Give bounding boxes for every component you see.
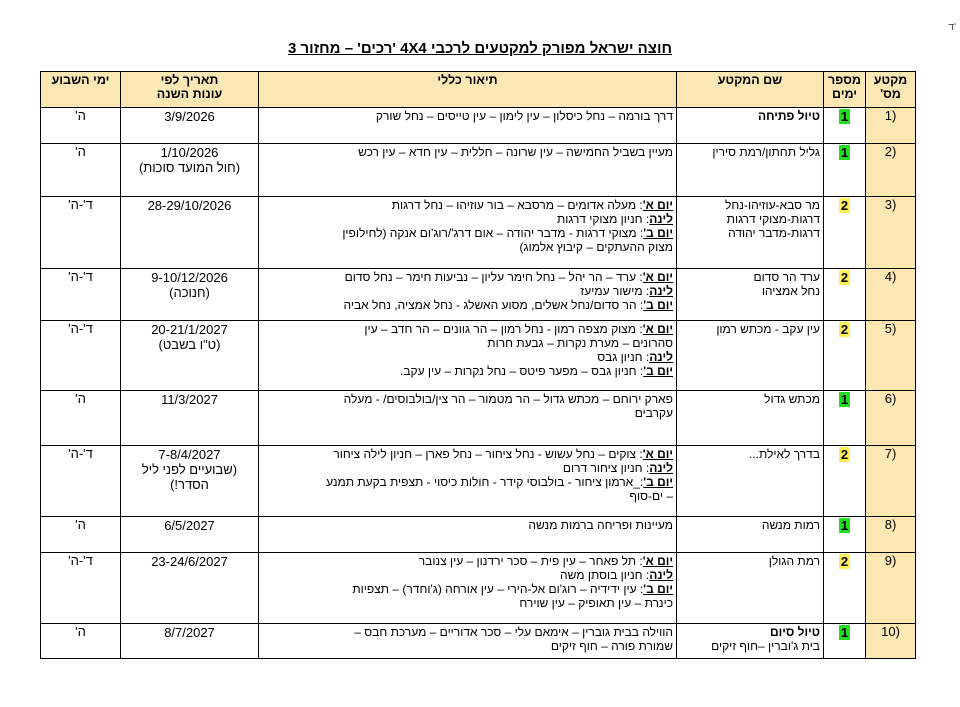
- description-line: עקרבים: [634, 406, 673, 420]
- days-badge: 2: [840, 447, 849, 462]
- section-name: רמת הגולן: [768, 554, 820, 568]
- day-label: לינה: [649, 212, 673, 226]
- days-cell: [824, 321, 866, 391]
- weekday-cell: [41, 197, 121, 269]
- description-text: : חניון גבס – מפער פיטס – נחל נקרות – עין עקב.: [400, 364, 644, 378]
- header-name: שם המקטע: [677, 72, 824, 108]
- description-text: : מצוק מצפה רמון - נחל רמון – הר גוונים – הר חדב – עין: [364, 322, 643, 336]
- table-row: [41, 321, 916, 391]
- day-label: יום א': [642, 554, 673, 568]
- description-cell: [259, 269, 677, 321]
- description-cell: [259, 108, 677, 144]
- date-line: 6/5/2027: [164, 518, 215, 533]
- date-cell: [121, 624, 259, 659]
- day-label: לינה: [649, 461, 673, 475]
- description-line: [262, 554, 673, 568]
- description-cell: [259, 144, 677, 197]
- table-row: [41, 553, 916, 624]
- description-text: : חניון ציחור דרום: [562, 461, 650, 475]
- description-text: : ערד – הר יהל – נחל חימר עליון – נביעות חימר – נחל סדום: [344, 270, 643, 284]
- days-badge: 1: [840, 145, 849, 160]
- date-line: 28-29/10/2026: [147, 198, 232, 213]
- section-number-cell: [866, 446, 916, 517]
- section-name-cell: [677, 517, 824, 553]
- section-name: בית ג'וברין –חוף זיקים: [711, 639, 820, 653]
- days-badge: 1: [840, 625, 849, 640]
- description-text: מצוק ההעתקים – קיבוץ אלמוג): [519, 240, 673, 254]
- days-badge: 1: [840, 392, 849, 407]
- section-number: (7: [884, 446, 897, 461]
- section-name-cell: [677, 197, 824, 269]
- section-name: רמות מנשה: [761, 518, 820, 532]
- days-cell: [824, 108, 866, 144]
- section-name-cell: [677, 144, 824, 197]
- days-cell: [824, 269, 866, 321]
- weekday-cell: [41, 624, 121, 659]
- description-cell: [259, 517, 677, 553]
- section-name: נחל אמציהו: [761, 284, 820, 298]
- section-name: טיול סיום: [770, 625, 820, 639]
- weekday-text: ד'-ה': [68, 446, 93, 461]
- description-line: פארק ירוחם – מכתש גדול – הר מטמור – הר צין/בולבוסים/ - מעלה: [343, 392, 673, 406]
- date-line: 11/3/2027: [161, 392, 218, 407]
- days-cell: [824, 553, 866, 624]
- days-cell: [824, 517, 866, 553]
- table-row: [41, 517, 916, 553]
- date-cell: [121, 144, 259, 197]
- day-label: יום ב': [643, 364, 673, 378]
- header-date-line2: עונות השנה: [156, 87, 223, 101]
- description-cell: [259, 553, 677, 624]
- header-row: [41, 72, 916, 108]
- description-line: שמורת פורה – חוף זיקים: [550, 639, 673, 653]
- description-line: [262, 226, 673, 240]
- description-line: [262, 350, 673, 364]
- date-cell: [121, 321, 259, 391]
- weekday-cell: [41, 446, 121, 517]
- header-section-line1: מקטע: [873, 73, 908, 87]
- description-text: : הר סדום/נחל אשלים, מסוע האשלג - נחל אמציה, נחל אביה: [343, 298, 644, 312]
- weekday-cell: [41, 269, 121, 321]
- day-label: יום ב': [643, 475, 673, 489]
- day-label: יום ב': [643, 582, 673, 596]
- days-cell: [824, 391, 866, 446]
- days-badge: 2: [840, 198, 849, 213]
- section-number: (10: [881, 624, 900, 639]
- section-number: (9: [884, 553, 897, 568]
- schedule-table: [40, 71, 916, 659]
- section-name-cell: [677, 321, 824, 391]
- date-cell: [121, 269, 259, 321]
- description-text: : חניון מצוקי דרגות: [556, 212, 650, 226]
- description-text: :_ארמון ציחור - בולבוסי קידר - חולות כיסוי - תצפית בקעת תמנע: [326, 475, 644, 489]
- table-row: [41, 197, 916, 269]
- description-line: [262, 447, 673, 461]
- section-number: (6: [884, 391, 897, 406]
- weekday-text: ד'-ה': [68, 269, 93, 284]
- date-cell: [121, 391, 259, 446]
- section-name-cell: [677, 446, 824, 517]
- date-cell: [121, 108, 259, 144]
- section-name: מר סבא-עוזיהו-נחל: [725, 198, 820, 212]
- date-line: (חול המועד סוכות): [138, 160, 241, 175]
- day-label: יום א': [642, 322, 673, 336]
- weekday-text: ה': [75, 624, 86, 639]
- day-label: לינה: [649, 284, 673, 298]
- date-line: 20-21/1/2027: [151, 322, 228, 337]
- header-days-line1: מספר: [827, 73, 862, 87]
- schedule-body: [41, 108, 916, 659]
- description-line: מעיין בשביל החמישה – עין שרונה – חללית – עין חדא – עין רכש: [358, 145, 673, 159]
- description-line: [262, 475, 673, 489]
- header-days-line2: ימים: [831, 87, 858, 101]
- description-text: : עין ידידיה – רוג'ום אל-הירי – עין אורחה (ג'וחדר) – תצפיות: [352, 582, 644, 596]
- section-number-cell: [866, 553, 916, 624]
- description-line: מעיינות ופריחה ברמות מנשה: [528, 518, 673, 532]
- date-line: (שבועיים לפני ליל: [141, 462, 238, 477]
- section-number-cell: [866, 197, 916, 269]
- document-title: חוצה ישראל מפורק למקטעים לרכבי 4X4 'רכים' – מחזור 3: [288, 40, 672, 57]
- weekday-text: ד'-ה': [68, 553, 93, 568]
- section-number-cell: [866, 144, 916, 197]
- description-line: [262, 298, 673, 312]
- header-date: [121, 72, 259, 108]
- weekday-cell: [41, 553, 121, 624]
- description-line: [262, 336, 673, 350]
- header-section: [866, 72, 916, 108]
- section-number-cell: [866, 321, 916, 391]
- day-label: יום א': [642, 270, 673, 284]
- header-week: ימי השבוע: [41, 72, 121, 108]
- description-line: [262, 461, 673, 475]
- days-badge: 1: [840, 518, 849, 533]
- description-line: [262, 364, 673, 378]
- date-line: 23-24/6/2027: [151, 554, 228, 569]
- day-label: לינה: [649, 350, 673, 364]
- description-text: : חניון בוסתן משה: [560, 568, 650, 582]
- date-line: 7-8/4/2027: [158, 447, 221, 462]
- description-cell: [259, 391, 677, 446]
- description-line: [262, 284, 673, 298]
- section-number-cell: [866, 624, 916, 659]
- description-line: הווילה בבית גוברין – אימאם עלי – סכר אדוריים – מערכת חבס –: [354, 625, 673, 639]
- table-row: [41, 108, 916, 144]
- description-cell: [259, 197, 677, 269]
- section-number-cell: [866, 269, 916, 321]
- section-number-cell: [866, 391, 916, 446]
- section-name-cell: [677, 624, 824, 659]
- header-desc: תיאור כללי: [259, 72, 677, 108]
- weekday-cell: [41, 108, 121, 144]
- description-text: : מצוקי דרגות - מדבר יהודה – אום דרג'/רוג'ום אנקה (לחילופין: [342, 226, 644, 240]
- section-name: מכתש גדול: [764, 392, 820, 406]
- description-line: [262, 489, 673, 503]
- section-number: (1: [884, 108, 897, 123]
- date-line: (חנוכה): [169, 285, 210, 300]
- section-number: (5: [884, 321, 897, 336]
- description-line: [262, 322, 673, 336]
- description-text: כינרת – עין תאופיק – עין שוירח: [519, 596, 673, 610]
- description-text: : תל פאחר – עין פית – סכר ירדנון – עין צנובר: [418, 554, 643, 568]
- section-name-cell: [677, 391, 824, 446]
- description-line: [262, 270, 673, 284]
- description-cell: [259, 321, 677, 391]
- days-badge: 1: [840, 109, 849, 124]
- description-text: – ים-סוף: [629, 489, 673, 503]
- date-cell: [121, 517, 259, 553]
- description-cell: [259, 624, 677, 659]
- description-line: דרך בורמה – נחל כיסלון – עין לימון – עין טייסים – נחל שורק: [375, 109, 673, 123]
- weekday-cell: [41, 321, 121, 391]
- date-line: 8/7/2027: [164, 625, 215, 640]
- table-row: [41, 446, 916, 517]
- weekday-cell: [41, 391, 121, 446]
- description-text: : מישור עמיעז: [580, 284, 650, 298]
- section-number: (3: [884, 197, 897, 212]
- date-line: 3/9/2026: [164, 109, 215, 124]
- section-name: דרגות-מצוקי דרגות: [726, 212, 820, 226]
- weekday-text: ד'-ה': [68, 321, 93, 336]
- day-label: לינה: [649, 568, 673, 582]
- weekday-text: ה': [75, 144, 86, 159]
- section-name: טיול פתיחה: [757, 109, 820, 123]
- weekday-cell: [41, 517, 121, 553]
- day-label: יום א': [642, 447, 673, 461]
- section-name-cell: [677, 553, 824, 624]
- weekday-text: ד'-ה': [68, 197, 93, 212]
- section-name-cell: [677, 269, 824, 321]
- days-badge: 2: [840, 270, 849, 285]
- weekday-text: ה': [75, 108, 86, 123]
- date-cell: [121, 553, 259, 624]
- days-cell: [824, 624, 866, 659]
- section-number: (4: [884, 269, 897, 284]
- date-line: 1/10/2026: [160, 145, 219, 160]
- weekday-cell: [41, 144, 121, 197]
- date-line: (ט"ו בשבט): [158, 337, 221, 352]
- day-label: יום ב': [643, 226, 673, 240]
- header-days: [824, 72, 866, 108]
- header-date-line1: תאריך לפי: [160, 73, 219, 87]
- section-name: דרגות-מדבר יהודה: [728, 226, 820, 240]
- description-line: [262, 582, 673, 596]
- description-text: : מעלה אדומים – מרסבא – בור עוזיהו – נחל דרגות: [391, 198, 643, 212]
- description-line: [262, 596, 673, 610]
- description-text: : חניון גבס: [597, 350, 650, 364]
- table-row: [41, 391, 916, 446]
- days-cell: [824, 197, 866, 269]
- section-number: (8: [884, 517, 897, 532]
- date-line: 9-10/12/2026: [151, 270, 228, 285]
- date-cell: [121, 446, 259, 517]
- description-line: [262, 212, 673, 226]
- description-text: סהרונים – מערת נקרות – גבעת חרות: [487, 336, 673, 350]
- section-name: גליל תחתון/רמת סירין: [712, 145, 820, 159]
- table-row: [41, 144, 916, 197]
- days-cell: [824, 144, 866, 197]
- table-row: [41, 269, 916, 321]
- table-row: [41, 624, 916, 659]
- weekday-text: ה': [75, 517, 86, 532]
- day-label: יום א': [642, 198, 673, 212]
- section-number: (2: [884, 144, 897, 159]
- header-section-line2: מס': [880, 87, 901, 101]
- day-label: יום ב': [643, 298, 673, 312]
- days-cell: [824, 446, 866, 517]
- section-number-cell: [866, 108, 916, 144]
- days-badge: 2: [840, 322, 849, 337]
- section-name: בדרך לאילת...: [748, 447, 820, 461]
- section-name: עין עקב - מכתש רמון: [716, 322, 820, 336]
- date-line: הסדר!): [170, 477, 209, 492]
- weekday-text: ה': [75, 391, 86, 406]
- corner-mark: ד': [948, 22, 956, 33]
- days-badge: 2: [840, 554, 849, 569]
- description-line: [262, 240, 673, 254]
- description-line: [262, 198, 673, 212]
- description-line: [262, 568, 673, 582]
- section-number-cell: [866, 517, 916, 553]
- description-text: : צוקים – נחל עשוש - נחל ציחור – נחל פארן – חניון לילה ציחור: [333, 447, 643, 461]
- section-name: ערד הר סדום: [753, 270, 820, 284]
- section-name-cell: [677, 108, 824, 144]
- date-cell: [121, 197, 259, 269]
- description-cell: [259, 446, 677, 517]
